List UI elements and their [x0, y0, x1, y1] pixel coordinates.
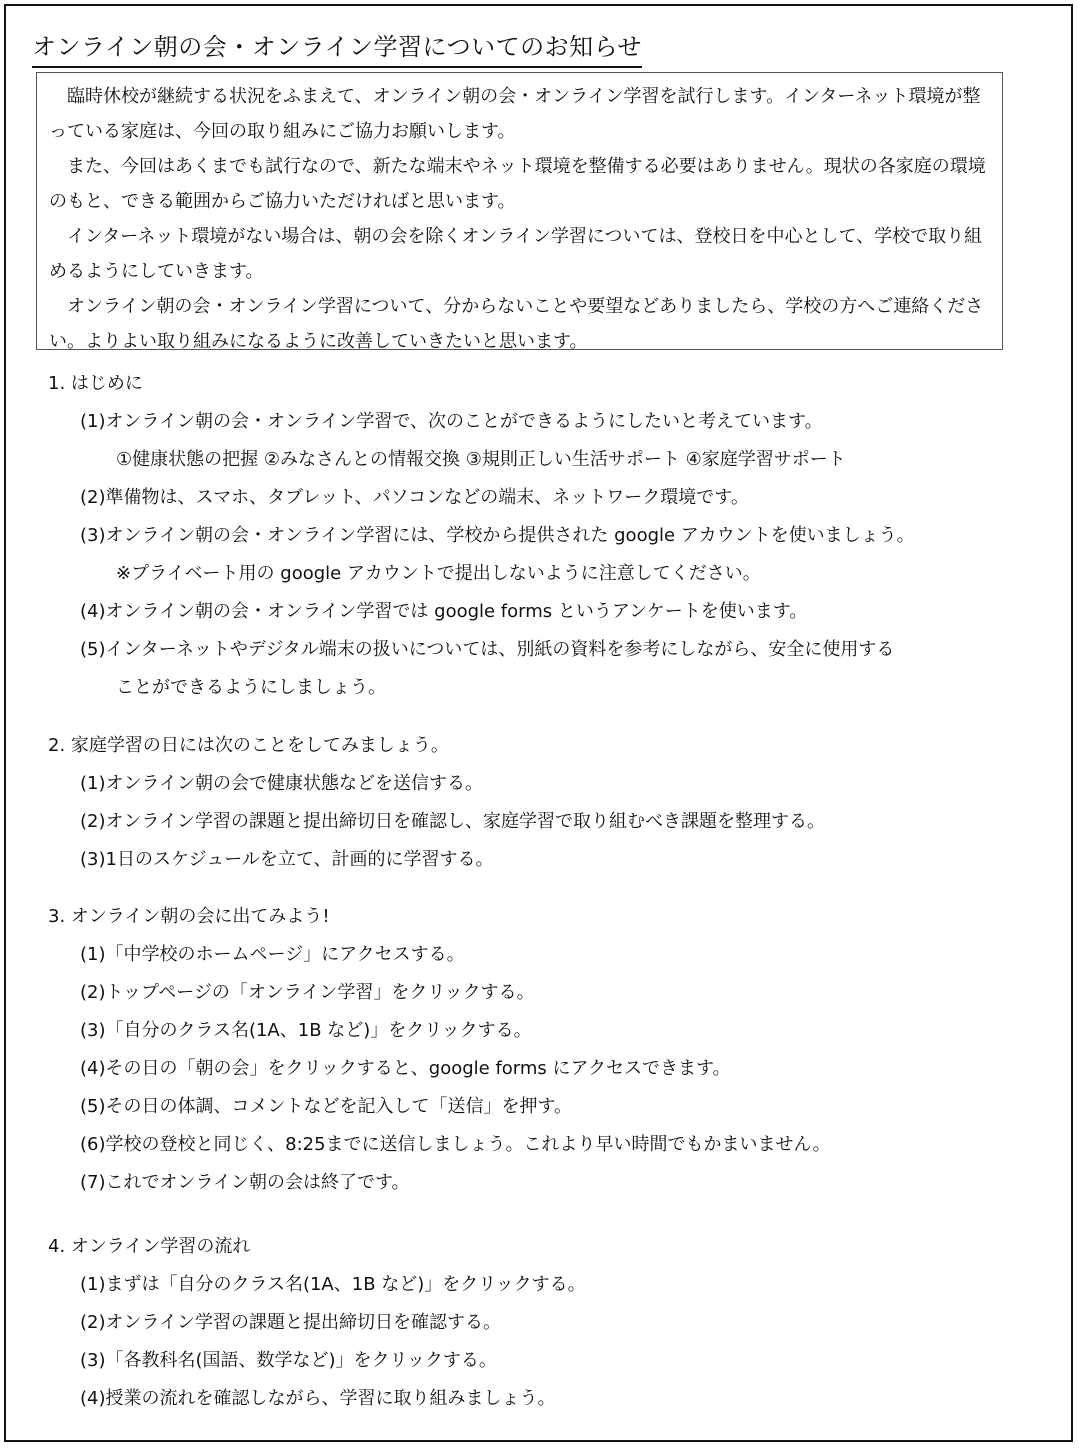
section-heading: 3. オンライン朝の会に出てみよう!	[48, 906, 330, 927]
list-item: (4)その日の「朝の会」をクリックすると、google forms にアクセスできます。	[80, 1058, 731, 1079]
intro-paragraph: インターネット環境がない場合は、朝の会を除くオンライン学習については、登校日を中心として、学校で取り組めるようにしていきます。	[49, 226, 983, 282]
list-item: (2)オンライン学習の課題と提出締切日を確認し、家庭学習で取り組むべき課題を整理する。	[80, 811, 825, 832]
list-item: (4)オンライン朝の会・オンライン学習では google forms というアンケートを使います。	[80, 601, 808, 622]
section-heading: 4. オンライン学習の流れ	[48, 1236, 251, 1257]
section-heading: 1. はじめに	[48, 373, 143, 394]
list-item: (7)これでオンライン朝の会は終了です。	[80, 1172, 410, 1193]
list-item: (1)「中学校のホームページ」にアクセスする。	[80, 944, 465, 965]
intro-paragraph: 臨時休校が継続する状況をふまえて、オンライン朝の会・オンライン学習を試行します。インターネット環境が整っている家庭は、今回の取り組みにご協力お願いします。	[49, 86, 981, 142]
section-home-study-day	[48, 727, 1038, 879]
list-item: (1)オンライン朝の会・オンライン学習で、次のことができるようにしたいと考えています。	[80, 411, 823, 432]
section-online-learning-flow	[48, 1228, 1038, 1418]
list-item: (6)学校の登校と同じく、8:25までに送信しましょう。これより早い時間でもかまいません。	[80, 1134, 831, 1155]
list-item: (3)「各教科名(国語、数学など)」をクリックする。	[80, 1350, 497, 1371]
list-item: (5)インターネットやデジタル端末の扱いについては、別紙の資料を参考にしながら、安全に使用する	[80, 639, 895, 660]
list-item: (2)オンライン学習の課題と提出締切日を確認する。	[80, 1312, 501, 1333]
list-item-continuation: ①健康状態の把握 ②みなさんとの情報交換 ③規則正しい生活サポート ④家庭学習サポート	[116, 449, 846, 470]
list-item: (3)「自分のクラス名(1A、1B など)」をクリックする。	[80, 1020, 532, 1041]
list-item: (1)まずは「自分のクラス名(1A、1B など)」をクリックする。	[80, 1274, 586, 1295]
list-item: (4)授業の流れを確認しながら、学習に取り組みましょう。	[80, 1388, 556, 1409]
intro-paragraph: オンライン朝の会・オンライン学習について、分からないことや要望などありましたら、学校の方へご連絡ください。よりよい取り組みになるように改善していきたいと思います。	[49, 296, 984, 352]
list-item-note: ※プライベート用の google アカウントで提出しないように注意してください。	[116, 563, 761, 584]
section-morning-meeting	[48, 898, 1038, 1202]
intro-paragraph: また、今回はあくまでも試行なので、新たな端末やネット環境を整備する必要はありません。現状の各家庭の環境のもと、できる範囲からご協力いただければと思います。	[49, 156, 986, 212]
list-item: (3)1日のスケジュールを立て、計画的に学習する。	[80, 849, 494, 870]
intro-notice-box	[36, 72, 1003, 350]
document-title: オンライン朝の会・オンライン学習についてのお知らせ	[32, 30, 642, 68]
section-introduction	[48, 365, 1038, 707]
list-item: (3)オンライン朝の会・オンライン学習には、学校から提供された google アカウントを使いましょう。	[80, 525, 915, 546]
section-heading: 2. 家庭学習の日には次のことをしてみましょう。	[48, 735, 449, 756]
list-item: (2)準備物は、スマホ、タブレット、パソコンなどの端末、ネットワーク環境です。	[80, 487, 749, 508]
list-item: (2)トップページの「オンライン学習」をクリックする。	[80, 982, 535, 1003]
list-item-continuation: ことができるようにしましょう。	[116, 677, 386, 698]
list-item: (5)その日の体調、コメントなどを記入して「送信」を押す。	[80, 1096, 573, 1117]
list-item: (1)オンライン朝の会で健康状態などを送信する。	[80, 773, 483, 794]
